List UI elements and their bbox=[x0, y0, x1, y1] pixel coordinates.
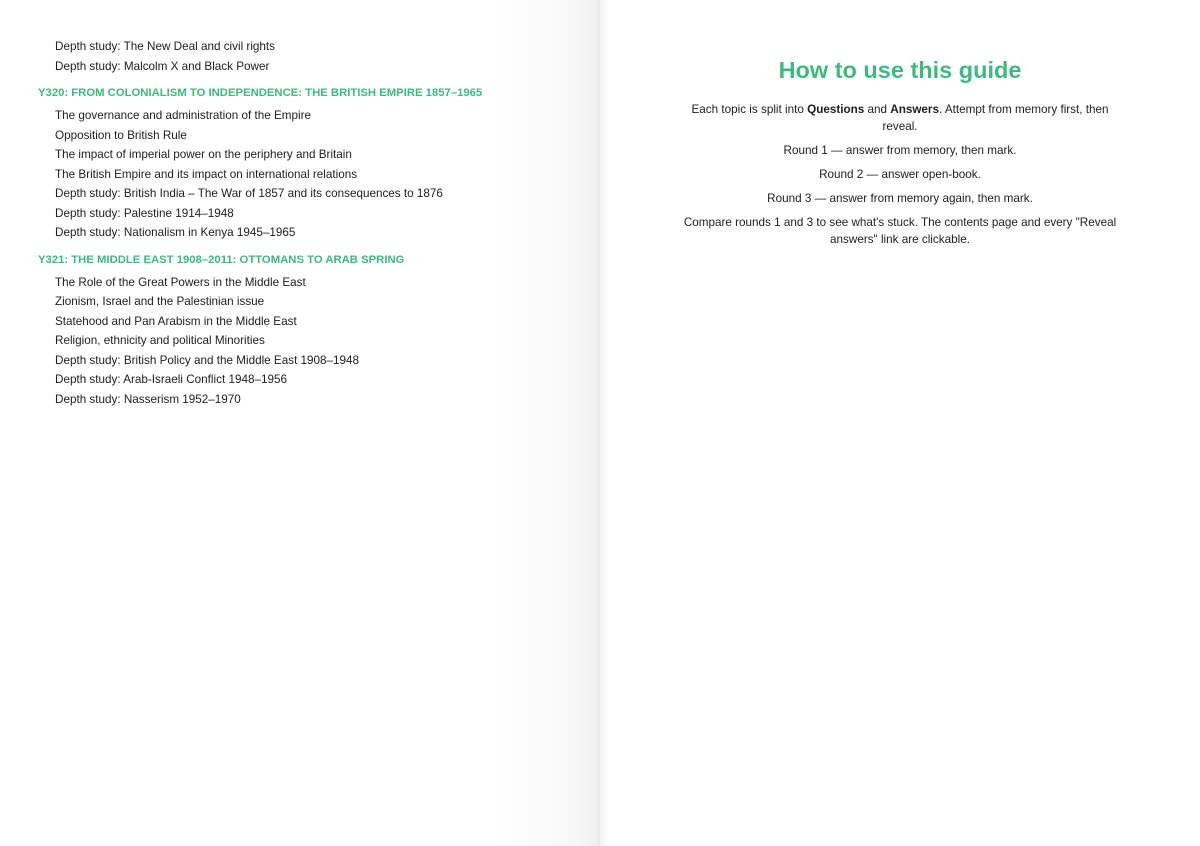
toc-item-british-india[interactable]: Depth study: British India – The War of 1857 and its consequences to 1876 bbox=[55, 187, 443, 200]
questions-term: Questions bbox=[807, 103, 865, 116]
toc-item-great-powers[interactable]: The Role of the Great Powers in the Middle East bbox=[55, 275, 306, 289]
round-1-instruction: Round 1 — answer from memory, then mark. bbox=[783, 144, 1017, 157]
toc-item-kenya[interactable]: Depth study: Nationalism in Kenya 1945–1965 bbox=[55, 226, 296, 239]
toc-item-new-deal[interactable]: Depth study: The New Deal and civil rights bbox=[55, 40, 276, 53]
toc-item-arab-israeli[interactable]: Depth study: Arab-Israeli Conflict 1948–1956 bbox=[55, 373, 287, 386]
toc-item-palestine[interactable]: Depth study: Palestine 1914–1948 bbox=[55, 206, 234, 220]
toc-section-heading-y320[interactable]: Y320: FROM COLONIALISM TO INDEPENDENCE: THE BRITISH EMPIRE 1857–1965 bbox=[38, 87, 483, 99]
answers-term: Answers bbox=[890, 103, 939, 116]
round-2-instruction: Round 2 — answer open-book. bbox=[819, 168, 981, 181]
intro-text-1: Each topic is split into bbox=[691, 103, 808, 116]
intro-text-3: . Attempt from memory first, then reveal. bbox=[882, 103, 1109, 133]
compare-note: Compare rounds 1 and 3 to see what's stuck. The contents page and every "Reveal answers" link are clickable. bbox=[683, 216, 1117, 246]
toc-item-international-relations[interactable]: The British Empire and its impact on international relations bbox=[55, 167, 358, 181]
toc-item-religion[interactable]: Religion, ethnicity and political Minorities bbox=[55, 334, 265, 347]
toc-item-imperial-power[interactable]: The impact of imperial power on the periphery and Britain bbox=[55, 148, 352, 161]
toc-item-malcolm-x[interactable]: Depth study: Malcolm X and Black Power bbox=[55, 59, 270, 73]
toc-item-opposition[interactable]: Opposition to British Rule bbox=[55, 128, 187, 142]
intro-text-2: and bbox=[864, 103, 891, 116]
contents-page bbox=[0, 0, 599, 846]
toc-item-statehood[interactable]: Statehood and Pan Arabism in the Middle East bbox=[55, 314, 297, 328]
guide-page bbox=[599, 0, 1200, 846]
toc-item-zionism[interactable]: Zionism, Israel and the Palestinian issue bbox=[55, 295, 265, 308]
toc-section-heading-y321[interactable]: Y321: THE MIDDLE EAST 1908–2011: OTTOMANS TO ARAB SPRING bbox=[38, 253, 405, 266]
contents-list bbox=[38, 38, 578, 410]
toc-item-nasserism[interactable]: Depth study: Nasserism 1952–1970 bbox=[55, 392, 241, 406]
round-3-instruction: Round 3 — answer from memory again, then mark. bbox=[767, 192, 1033, 205]
toc-item-governance[interactable]: The governance and administration of the Empire bbox=[55, 109, 311, 122]
toc-item-british-policy[interactable]: Depth study: British Policy and the Middle East 1908–1948 bbox=[55, 353, 360, 367]
guide-title: How to use this guide bbox=[778, 57, 1022, 83]
guide-content bbox=[683, 56, 1117, 255]
guide-intro bbox=[683, 101, 1117, 135]
